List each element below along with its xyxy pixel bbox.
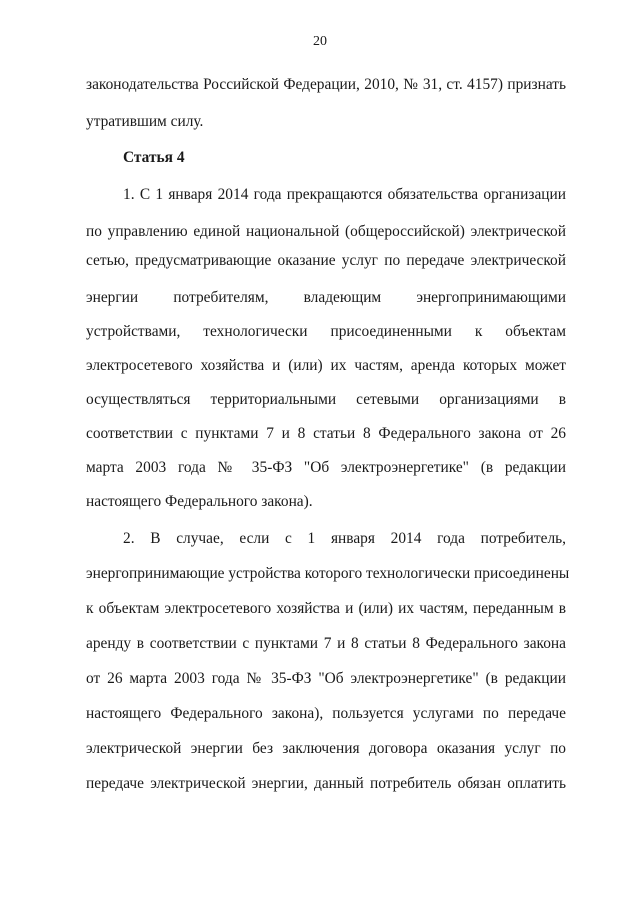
text-line: электросетевого хозяйства и (или) их частям, аренда которых может xyxy=(86,357,566,374)
article-heading: Статья 4 xyxy=(123,149,185,166)
text-line: энергопринимающие устройства которого технологически присоединены xyxy=(86,565,570,582)
text-line: настоящего Федерального закона), пользуется услугами по передаче xyxy=(86,705,566,722)
text-line: по управлению единой национальной (общероссийской) электрической xyxy=(86,223,566,240)
text-line: настоящего Федерального закона). xyxy=(86,493,313,510)
text-line: утратившим силу. xyxy=(86,113,204,130)
text-line: аренду в соответствии с пунктами 7 и 8 статьи 8 Федерального закона xyxy=(86,635,566,652)
text-line: к объектам электросетевого хозяйства и (или) их частям, переданным в xyxy=(86,600,566,617)
text-line: 2. В случае, если с 1 января 2014 года потребитель, xyxy=(123,530,566,547)
text-line: устройствами, технологически присоединенными к объектам xyxy=(86,323,566,340)
text-line: законодательства Российской Федерации, 2010, № 31, ст. 4157) признать xyxy=(86,76,566,93)
page-number: 20 xyxy=(313,34,327,49)
text-line: марта 2003 года № 35-ФЗ "Об электроэнергетике" (в редакции xyxy=(86,459,566,476)
text-line: соответствии с пунктами 7 и 8 статьи 8 Федерального закона от 26 xyxy=(86,425,566,442)
text-line: передаче электрической энергии, данный потребитель обязан оплатить xyxy=(86,775,566,792)
text-line: 1. С 1 января 2014 года прекращаются обязательства организации xyxy=(123,186,566,203)
text-line: энергии потребителям, владеющим энергопринимающими xyxy=(86,289,566,306)
text-line: сетью, предусматривающие оказание услуг по передаче электрической xyxy=(86,252,566,269)
text-line: электрической энергии без заключения договора оказания услуг по xyxy=(86,740,566,757)
text-line: от 26 марта 2003 года № 35-ФЗ "Об электроэнергетике" (в редакции xyxy=(86,670,566,687)
text-line: осуществляться территориальными сетевыми организациями в xyxy=(86,391,566,408)
